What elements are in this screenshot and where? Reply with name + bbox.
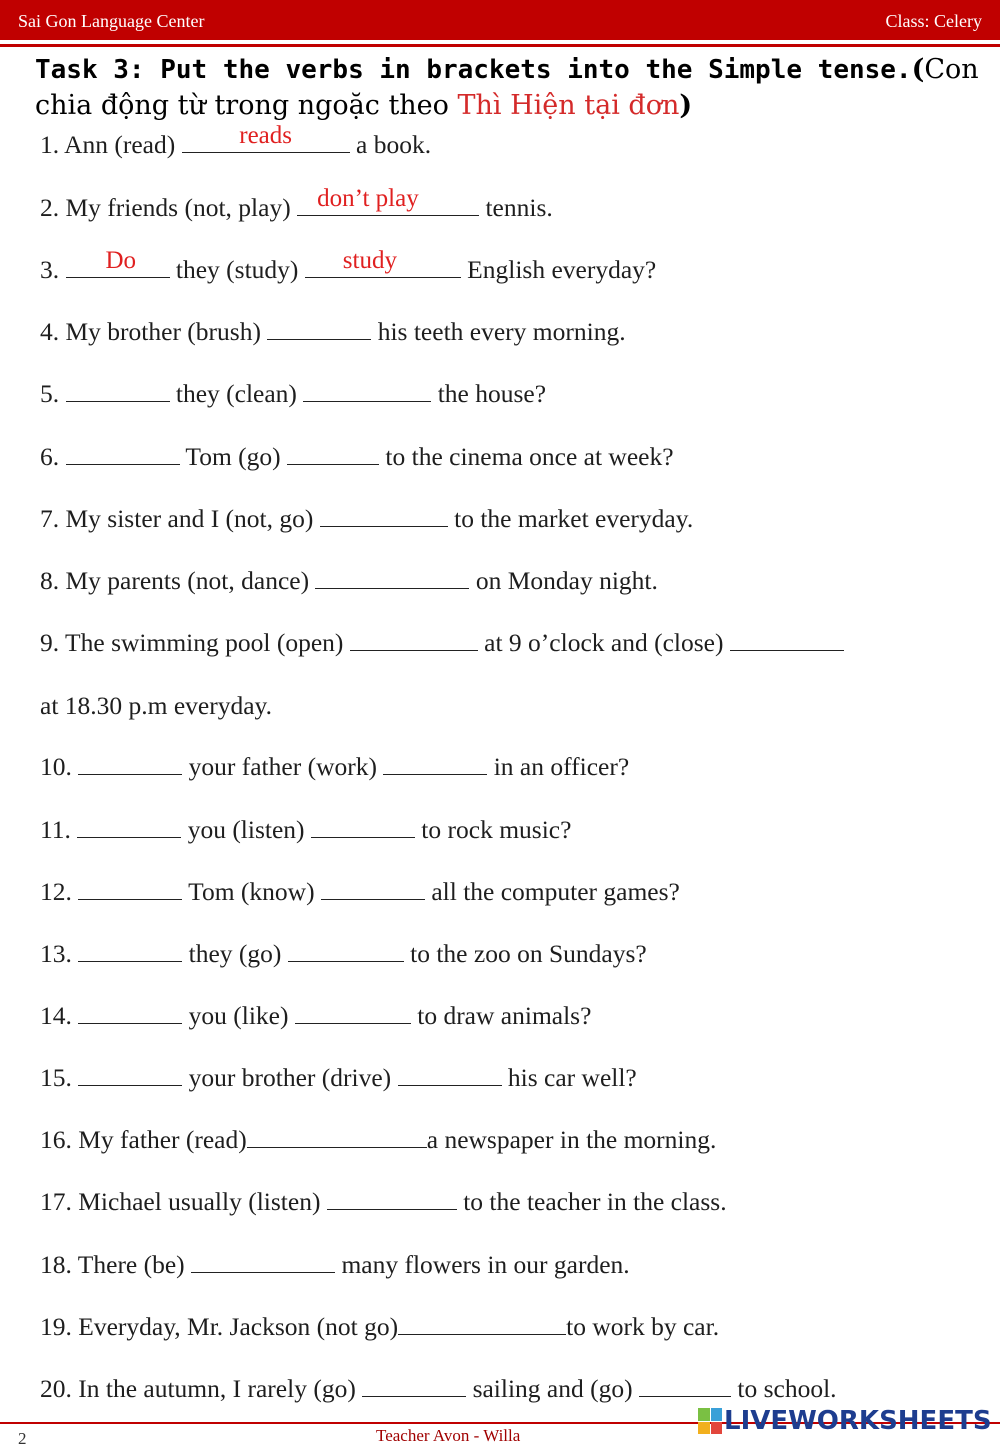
logo-text: LIVEWORKSHEETS <box>724 1406 992 1436</box>
answer-blank[interactable] <box>350 630 478 651</box>
question-number: 20. <box>40 1374 72 1403</box>
question-number: 1. <box>40 130 60 159</box>
answer-blank[interactable] <box>78 754 182 775</box>
question-number: 16. <box>40 1125 72 1154</box>
question-text: Ann (read) <box>64 130 182 159</box>
question-10 <box>40 752 629 782</box>
question-text: you (like) <box>182 1001 295 1030</box>
question-3 <box>40 247 657 285</box>
answer-blank[interactable] <box>297 185 479 216</box>
question-text: many flowers in our garden. <box>335 1250 630 1279</box>
question-number: 12. <box>40 877 72 906</box>
question-7 <box>40 504 693 534</box>
answer-text: study <box>342 247 397 274</box>
answer-blank[interactable] <box>315 568 469 589</box>
title-close-paren: ) <box>679 90 693 121</box>
question-14 <box>40 1001 591 1031</box>
question-9 <box>40 628 844 658</box>
question-number: 6. <box>40 442 60 471</box>
teacher-name: Teacher Avon - Willa <box>376 1426 521 1445</box>
question-8 <box>40 566 658 596</box>
question-number: 10. <box>40 752 72 781</box>
question-11 <box>40 815 571 845</box>
answer-blank[interactable] <box>66 247 170 278</box>
question-number: 9. <box>40 628 60 657</box>
answer-blank[interactable] <box>383 754 487 775</box>
question-number: 2. <box>40 193 60 222</box>
question-12 <box>40 877 680 907</box>
header-bar <box>0 0 1000 40</box>
question-5 <box>40 379 546 409</box>
answer-blank[interactable] <box>305 247 461 278</box>
question-text: My brother (brush) <box>65 317 268 346</box>
question-text: to the zoo on Sundays? <box>403 939 647 968</box>
question-text: to work by car. <box>566 1312 720 1341</box>
answer-blank[interactable] <box>267 319 371 340</box>
center-name: Sai Gon Language Center <box>18 11 205 31</box>
task-title-tense: Thì Hiện tại đơn <box>457 90 680 121</box>
question-4 <box>40 317 626 347</box>
answer-blank[interactable] <box>191 1252 335 1273</box>
question-number: 5. <box>40 379 60 408</box>
question-text: your brother (drive) <box>182 1063 398 1092</box>
question-text: My parents (not, dance) <box>65 566 316 595</box>
question-text: to rock music? <box>414 815 572 844</box>
page-number: 2 <box>18 1429 27 1448</box>
answer-blank[interactable] <box>288 941 404 962</box>
question-number: 11. <box>40 815 71 844</box>
question-16 <box>40 1125 716 1155</box>
question-20 <box>40 1374 837 1404</box>
answer-blank[interactable] <box>78 1065 182 1086</box>
task-title-vi: Con chia động từ trong ngoặc theo <box>35 54 979 121</box>
question-text: to the teacher in the class. <box>456 1187 727 1216</box>
question-text: My friends (not, play) <box>65 193 298 222</box>
question-text: to the market everyday. <box>447 504 694 533</box>
answer-blank[interactable] <box>78 941 182 962</box>
question-text: Michael usually (listen) <box>78 1187 327 1216</box>
question-1 <box>40 122 432 160</box>
question-text: you (listen) <box>181 815 311 844</box>
answer-blank[interactable] <box>66 444 180 465</box>
question-number: 14. <box>40 1001 72 1030</box>
answer-blank[interactable] <box>398 1065 502 1086</box>
answer-blank[interactable] <box>321 879 425 900</box>
question-number: 7. <box>40 504 60 533</box>
answer-text: don’t play <box>317 185 419 212</box>
question-number: 17. <box>40 1187 72 1216</box>
answer-blank[interactable] <box>398 1314 566 1335</box>
question-number: 8. <box>40 566 60 595</box>
question-2 <box>40 185 553 223</box>
question-text: they (go) <box>182 939 288 968</box>
question-text: My sister and I (not, go) <box>65 504 320 533</box>
answer-blank[interactable] <box>78 879 182 900</box>
question-text: in an officer? <box>487 752 630 781</box>
question-number: 4. <box>40 317 60 346</box>
task-title-bold: Task 3: Put the verbs in brackets into the Simple tense. <box>35 55 912 85</box>
question-13 <box>40 939 647 969</box>
answer-blank[interactable] <box>247 1127 427 1148</box>
question-text: a newspaper in the morning. <box>426 1125 717 1154</box>
question-text: Everyday, Mr. Jackson (not go) <box>78 1312 399 1341</box>
question-text: they (study) <box>169 255 305 284</box>
question-19 <box>40 1312 719 1342</box>
answer-blank[interactable] <box>182 122 350 153</box>
answer-blank[interactable] <box>66 381 170 402</box>
liveworksheets-icon <box>698 1408 722 1434</box>
answer-blank[interactable] <box>311 817 415 838</box>
answer-blank[interactable] <box>320 506 448 527</box>
question-text: on Monday night. <box>469 566 658 595</box>
question-text: Tom (know) <box>182 877 321 906</box>
answer-blank[interactable] <box>639 1376 731 1397</box>
question-text: There (be) <box>77 1250 192 1279</box>
answer-text: Do <box>105 247 137 274</box>
question-text: My father (read) <box>78 1125 247 1154</box>
question-text: to the cinema once at week? <box>379 442 674 471</box>
answer-blank[interactable] <box>295 1003 411 1024</box>
question-number: 3. <box>40 255 60 284</box>
question-text: In the autumn, I rarely (go) <box>78 1374 363 1403</box>
question-9-continued <box>40 691 272 721</box>
question-text: tennis. <box>479 193 553 222</box>
question-15 <box>40 1063 637 1093</box>
question-text: at 9 o’clock and (close) <box>477 628 730 657</box>
answer-blank[interactable] <box>303 381 431 402</box>
question-text: at 18.30 p.m everyday. <box>40 691 273 720</box>
question-text: the house? <box>431 379 547 408</box>
question-6 <box>40 442 674 472</box>
question-18 <box>40 1250 630 1280</box>
liveworksheets-logo[interactable] <box>698 1406 992 1436</box>
header-divider <box>0 44 1000 47</box>
task-title <box>35 52 985 124</box>
answer-blank[interactable] <box>730 630 844 651</box>
question-text: your father (work) <box>182 752 384 781</box>
title-open-paren: ( <box>911 54 925 85</box>
question-text: English everyday? <box>460 255 657 284</box>
question-text: to draw animals? <box>410 1001 592 1030</box>
answer-blank[interactable] <box>78 1003 182 1024</box>
question-text: his teeth every morning. <box>371 317 626 346</box>
question-text: The swimming pool (open) <box>65 628 350 657</box>
question-number: 15. <box>40 1063 72 1092</box>
answer-text: reads <box>239 122 292 149</box>
question-text: all the computer games? <box>424 877 680 906</box>
question-number: 18. <box>40 1250 72 1279</box>
class-name: Class: Celery <box>885 11 982 31</box>
question-text: Tom (go) <box>179 442 288 471</box>
answer-blank[interactable] <box>327 1189 457 1210</box>
question-text: a book. <box>349 130 432 159</box>
question-number: 19. <box>40 1312 72 1341</box>
question-text: they (clean) <box>169 379 304 408</box>
question-text: to school. <box>731 1374 837 1403</box>
answer-blank[interactable] <box>77 817 181 838</box>
question-17 <box>40 1187 727 1217</box>
answer-blank[interactable] <box>362 1376 466 1397</box>
question-text: sailing and (go) <box>466 1374 639 1403</box>
question-number: 13. <box>40 939 72 968</box>
answer-blank[interactable] <box>287 444 379 465</box>
question-text: his car well? <box>501 1063 637 1092</box>
